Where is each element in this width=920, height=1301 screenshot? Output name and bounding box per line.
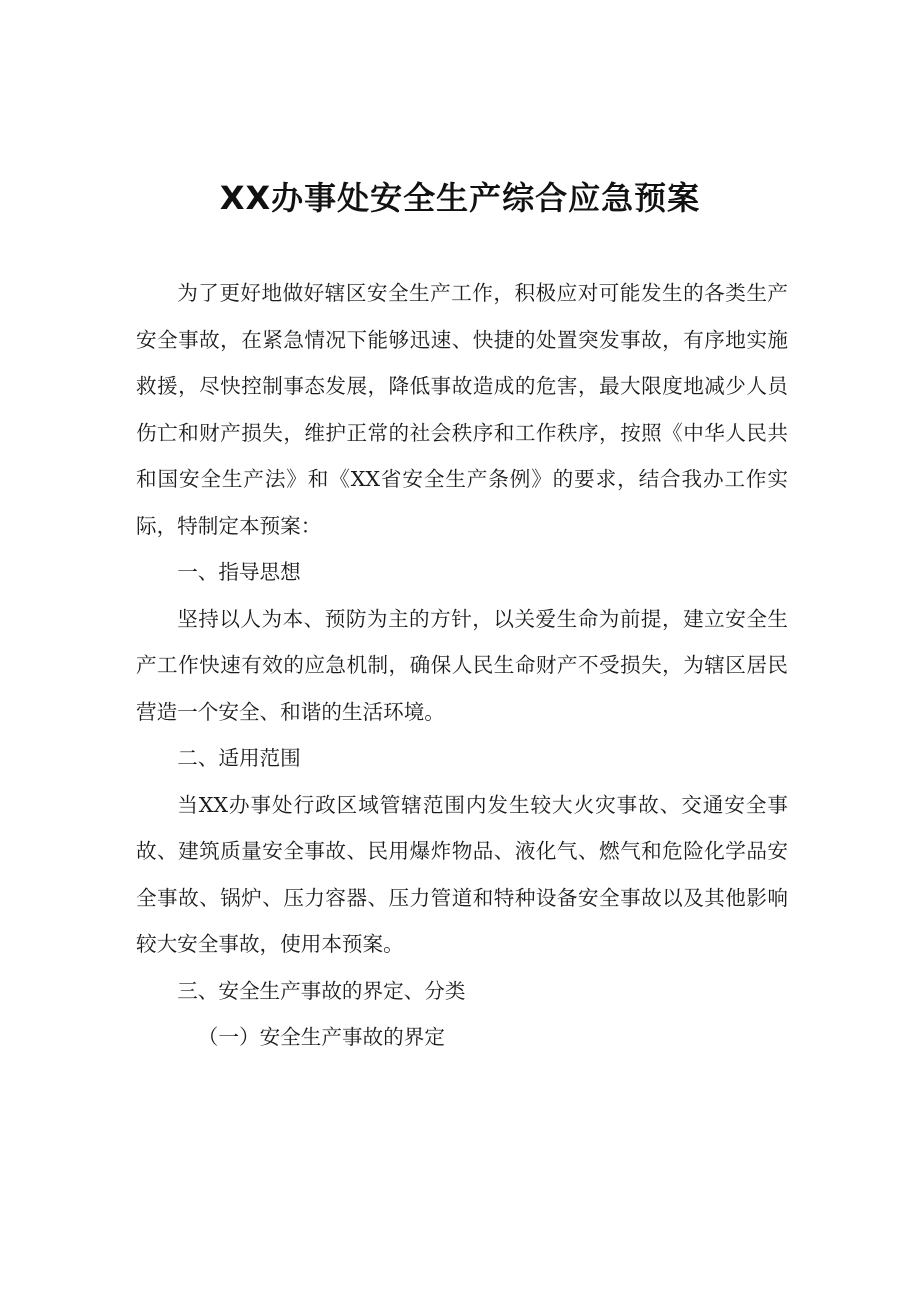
intro-paragraph: 为了更好地做好辖区安全生产工作，积极应对可能发生的各类生产安全事故，在紧急情况下能够迅速、快捷的处置突发事故，有序地实施救援，尽快控制事态发展，降低事故造成的危害，最大限度地减少人员伤亡和财产损失，维护正常的社会秩序和工作秩序，按照《中华人民共和国安全生产法》和《XX省安全生产条例》的要求，结合我办工作实际，特制定本预案： — [136, 281, 788, 538]
document-body — [136, 270, 788, 1061]
section-heading-definition-classification: 三、安全生产事故的界定、分类 — [177, 978, 466, 1003]
scope-paragraph: 当XX办事处行政区域管辖范围内发生较大火灾事故、交通安全事故、建筑质量安全事故、民用爆炸物品、液化气、燃气和危险化学品安全事故、锅炉、压力容器、压力管道和特种设备安全事故以及其他影响较大安全事故，使用本预案。 — [136, 792, 788, 956]
guiding-ideology-paragraph: 坚持以人为本、预防为主的方针，以关爱生命为前提，建立安全生产工作快速有效的应急机制，确保人民生命财产不受损失，为辖区居民营造一个安全、和谐的生活环境。 — [136, 606, 788, 724]
section-heading-guiding-ideology: 一、指导思想 — [177, 560, 301, 584]
subsection-heading-definition: （一）安全生产事故的界定 — [197, 1025, 445, 1049]
section-heading-scope: 二、适用范围 — [177, 746, 301, 770]
document-title: XX办事处安全生产综合应急预案 — [219, 179, 701, 217]
